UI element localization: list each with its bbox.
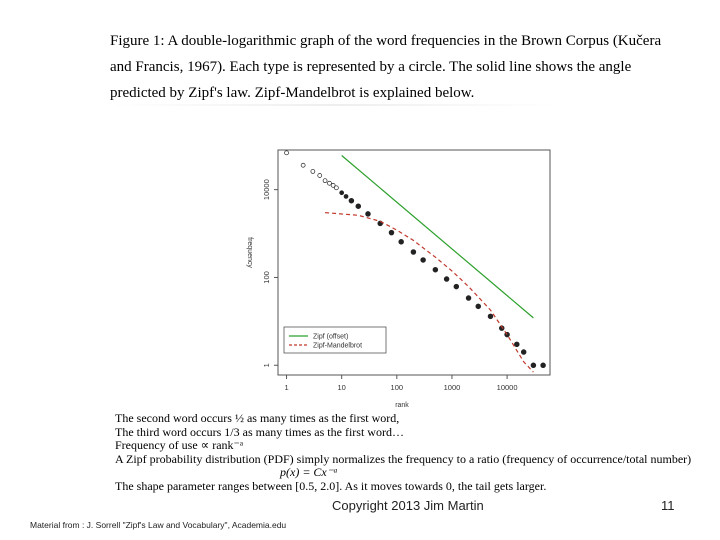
data-point [340, 191, 344, 195]
data-point [514, 342, 519, 347]
data-point [344, 194, 348, 198]
zipf-offset-line [342, 155, 534, 317]
data-point [521, 350, 526, 355]
data-point [411, 250, 416, 255]
notes-block [115, 411, 692, 494]
data-point [356, 204, 361, 209]
legend-label: Zipf-Mandelbrot [313, 342, 363, 350]
x-tick-label: 1 [284, 383, 289, 392]
copyright: Copyright 2013 Jim Martin [332, 498, 484, 513]
source-credit: Material from : J. Sorrell "Zipf's Law and Vocabulary", Academia.edu [30, 520, 287, 530]
x-axis-label: rank [395, 402, 409, 409]
data-point [349, 198, 354, 203]
x-tick-label: 1000 [443, 383, 461, 392]
data-point [389, 230, 394, 235]
data-point [433, 267, 438, 272]
y-tick-label: 10000 [262, 179, 271, 201]
data-point [541, 363, 546, 368]
data-point [476, 304, 481, 309]
figure-caption: Figure 1: A double-logarithmic graph of the word frequencies in the Brown Corpus (Kučera and Francis, 1967). Each type is represented by a circle. The solid line shows the angle predicted by Zipf's law. Zipf-Mandelbrot is explained below. [110, 33, 662, 101]
data-point [399, 239, 404, 244]
data-point [488, 314, 493, 319]
y-tick-label: 1 [262, 363, 271, 368]
slide-number: 11 [661, 498, 675, 513]
data-point [444, 277, 449, 282]
data-point [334, 186, 338, 190]
note-shape-parameter: The shape parameter ranges between [0.5, 2.0]. As it moves towards 0, the tail gets larger. [115, 478, 547, 493]
x-tick-label: 10 [337, 383, 346, 392]
data-point [301, 163, 305, 167]
data-point [323, 179, 327, 183]
data-point [466, 296, 471, 301]
data-point [454, 284, 459, 289]
data-point [421, 258, 426, 263]
note-second-word: The second word occurs ½ as many times as the first word, [115, 411, 400, 425]
data-point [311, 169, 315, 173]
data-point [285, 151, 289, 155]
x-tick-label: 100 [390, 383, 404, 392]
note-zipf-pdf: A Zipf probability distribution (PDF) simply normalizes the frequency to a ratio (frequency of occurrence/total number) [115, 451, 692, 466]
note-third-word: The third word occurs 1/3 as many times as the first word… [115, 424, 404, 439]
pdf-formula: p(x) = Cx⁻ᵃ [280, 465, 338, 480]
y-tick-label: 100 [262, 271, 271, 284]
y-axis-label: frequency [246, 237, 253, 268]
legend-label: Zipf (offset) [313, 333, 349, 341]
note-frequency-rank: Frequency of use ∝ rank⁻ᵃ [115, 438, 244, 453]
caption-divider [110, 104, 560, 106]
data-point [327, 181, 331, 185]
data-point [318, 174, 322, 178]
x-tick-label: 10000 [496, 383, 518, 392]
data-point [366, 212, 371, 217]
zipf-chart [240, 140, 560, 420]
data-point [531, 363, 536, 368]
